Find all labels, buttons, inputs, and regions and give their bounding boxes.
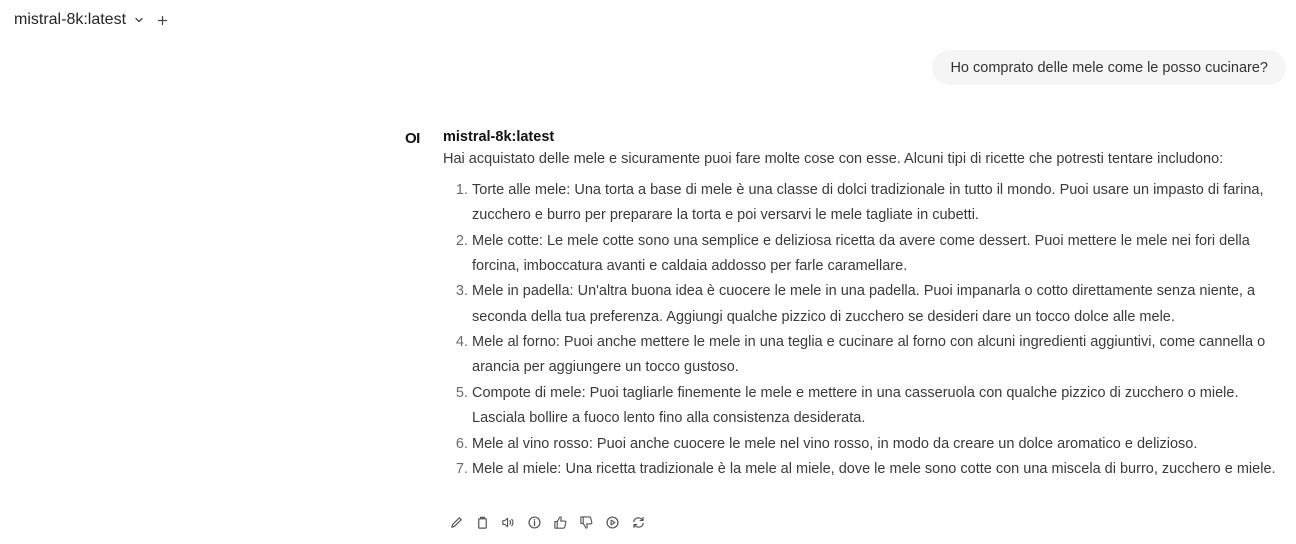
info-icon[interactable] (526, 514, 542, 530)
edit-icon[interactable] (448, 514, 464, 530)
model-selector-label[interactable]: mistral-8k:latest (14, 11, 127, 28)
list-item: 2. Mele cotte: Le mele cotte sono una semplice e deliziosa ricetta da avere come dessert. Puoi mettere le mele nei fori della forcina, imboccatura avanti e caldaia addosso per farle caramellare. (472, 229, 1288, 279)
list-item: 4. Mele al forno: Puoi anche mettere le mele in una teglia e cucinare al forno con alcuni ingredienti aggiuntivi, come cannella o arancia per aggiungere un tocco gustoso. (472, 330, 1288, 380)
recipe-list (443, 178, 1288, 482)
list-item: 6. Mele al vino rosso: Puoi anche cuocere le mele nel vino rosso, in modo da creare un dolce aromatico e delizioso. (472, 432, 1288, 457)
header (14, 8, 168, 32)
list-item: 3. Mele in padella: Un'altra buona idea è cuocere le mele in una padella. Puoi impanarla o cotto direttamente senza niente, a seconda della tua preferenza. Aggiungi qualche pizzico di zucchero se desideri dare un tocco dolce alle mele. (472, 279, 1288, 329)
thumbs-down-icon[interactable] (578, 514, 594, 530)
message-toolbar (448, 514, 646, 530)
list-item: 5. Compote di mele: Puoi tagliarle finemente le mele e mettere in una casseruola con qualche pizzico di zucchero o miele. Lasciala bollire a fuoco lento fino alla consistenza desiderata. (472, 381, 1288, 431)
continue-icon[interactable] (604, 514, 620, 530)
list-item: 7. Mele al miele: Una ricetta tradizionale è la mele al miele, dove le mele sono cotte con una miscela di burro, zucchero e miele. (472, 457, 1288, 482)
chevron-down-icon[interactable] (134, 15, 144, 25)
regenerate-icon[interactable] (630, 514, 646, 530)
read-aloud-icon[interactable] (500, 514, 516, 530)
plus-icon[interactable] (156, 14, 168, 26)
assistant-name: mistral-8k:latest (443, 129, 555, 145)
thumbs-up-icon[interactable] (552, 514, 568, 530)
assistant-content (443, 128, 1288, 483)
copy-icon[interactable] (474, 514, 490, 530)
assistant-intro: Hai acquistato delle mele e sicuramente puoi fare molte cose con esse. Alcuni tipi di ricette che potresti tentare includono: (443, 151, 1224, 167)
assistant-avatar: OI (405, 130, 420, 147)
list-item: 1. Torte alle mele: Una torta a base di mele è una classe di dolci tradizionale in tutto il mondo. Puoi usare un impasto di farina, zucchero e burro per preparare la torta e poi versarvi le mele tagliate in cubetti. (472, 178, 1288, 228)
user-message-text: Ho comprato delle mele come le posso cucinare? (950, 59, 1268, 76)
user-message-bubble (932, 50, 1286, 85)
